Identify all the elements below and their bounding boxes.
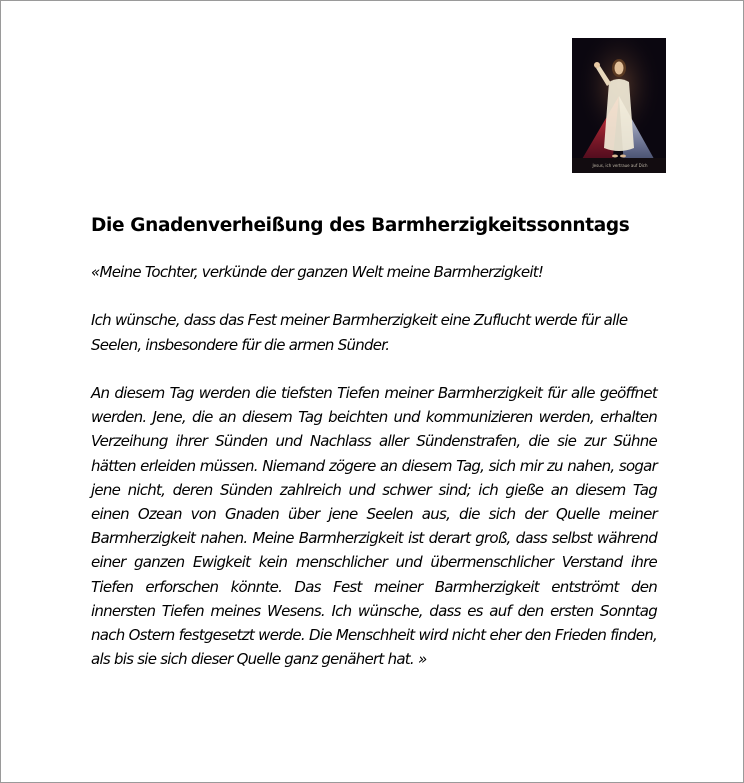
divine-mercy-image (572, 38, 666, 173)
paragraph-2: Ich wünsche, dass das Fest meiner Barmherzigkeit eine Zuflucht werde für alle Seelen, insbesondere für die armen Sünder. (91, 311, 628, 354)
paragraph-3: An diesem Tag werden die tiefsten Tiefen meiner Barmherzigkeit für alle geöffnet werden. Jene, die an diesem Tag beichten und kommunizieren werden, erhalten Verzeihung ihrer Sünden und Nachlass aller Sündenstrafen, die sie zur Sühne hätten erleiden müssen. Niemand zögere an diesem Tag, sich mir zu nahen, sogar jene nicht, deren Sünden zahlreich und schwer sind; ich gieße an diesem Tag einen Ozean von Gnaden über jene Seelen aus, die sich der Quelle meiner Barmherzigkeit nahen. Meine Barmherzigkeit ist derart groß, dass selbst während einer ganzen Ewigkeit kein menschlicher und übermenschlicher Verstand ihre Tiefen erforschen könnte. Das Fest meiner Barmherzigkeit entströmt den innersten Tiefen meines Wesens. Ich wünsche, dass es auf den ersten Sonntag nach Ostern festgesetzt werde. Die Menschheit wird nicht eher den Frieden finden, als bis sie sich dieser Quelle ganz genähert hat. » (91, 383, 657, 669)
divine-mercy-icon (572, 38, 666, 173)
paragraph-1: «Meine Tochter, verkünde der ganzen Welt meine Barmherzigkeit! (91, 263, 544, 281)
image-caption: Jesus, ich vertraue auf Dich (592, 163, 648, 168)
body-text (91, 260, 657, 696)
page-title: Die Gnadenverheißung des Barmherzigkeitssonntags (91, 215, 630, 236)
